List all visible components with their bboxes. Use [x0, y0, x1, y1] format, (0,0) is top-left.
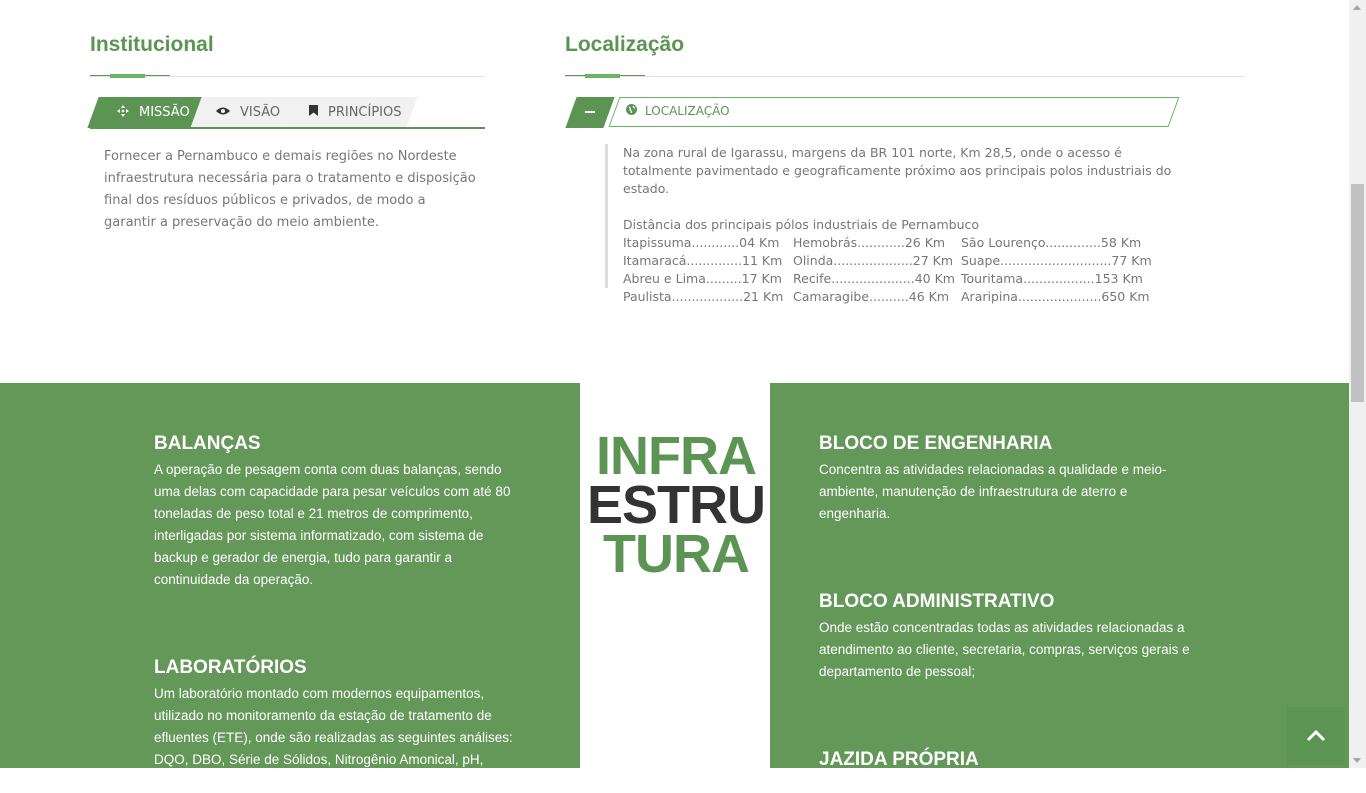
- crosshair-icon: [117, 105, 129, 121]
- block-title: BLOCO DE ENGENHARIA: [819, 433, 1053, 454]
- distance-item: Itamaracá..............11 Km: [623, 253, 783, 268]
- accordion-toggle-button[interactable]: [571, 97, 609, 128]
- heading-line: TURA: [603, 524, 749, 584]
- title-divider-accent: [585, 74, 620, 78]
- bookmark-icon: [309, 105, 318, 120]
- block-text: Concentra as atividades relacionadas a qualidade e meio-ambiente, manutenção de infraestrutura de aterro e engenharia.: [819, 462, 1167, 521]
- distance-item: Touritama..................153 Km: [961, 271, 1143, 286]
- block-title: JAZIDA PRÓPRIA: [819, 749, 979, 770]
- block-administrativo: [819, 591, 1199, 683]
- distance-item: Araripina.....................650 Km: [961, 289, 1150, 304]
- block-text: A operação de pesagem conta com duas balanças, sendo uma delas com capacidade para pesar veículos com até 80 toneladas de peso total e 21 metros de comprimento, interligadas por sistema informatizado, com sistema de backup e gerador de energia, tudo para garantir a continuidade da operação.: [154, 462, 511, 587]
- distance-item: Recife.....................40 Km: [793, 271, 955, 286]
- heading-line: INFRA: [596, 426, 756, 486]
- heading-line: ESTRU: [586, 475, 765, 535]
- scroll-down-arrow-icon[interactable]: [1353, 758, 1361, 763]
- distance-item: São Lourenço..............58 Km: [961, 235, 1142, 250]
- title-divider: [90, 76, 485, 77]
- distances-title: Distância dos principais pólos industriais de Pernambuco: [623, 217, 980, 232]
- chevron-up-icon: [1306, 728, 1326, 742]
- distance-item: Hemobrás............26 Km: [793, 235, 946, 250]
- title-divider-accent: [110, 74, 145, 78]
- title-divider: [565, 76, 1245, 77]
- distance-item: Suape............................77 Km: [961, 253, 1152, 268]
- distance-item: Itapissuma............04 Km: [623, 235, 780, 250]
- accordion-header-localizacao[interactable]: [614, 97, 1174, 127]
- tab-visao[interactable]: [196, 97, 292, 128]
- scrollbar-thumb[interactable]: [1351, 184, 1364, 402]
- institucional-title: Institucional: [90, 33, 214, 56]
- tab-label: PRINCÍPIOS: [328, 105, 402, 120]
- eye-icon: [216, 105, 230, 120]
- distance-item: Camaragibe..........46 Km: [793, 289, 950, 304]
- localizacao-title: Localização: [565, 33, 685, 56]
- back-to-top-button[interactable]: [1287, 707, 1345, 765]
- block-balancas: [154, 433, 524, 591]
- block-title: LABORATÓRIOS: [154, 657, 307, 678]
- block-jazida: [819, 749, 1199, 775]
- block-text: Um laboratório montado com modernos equipamentos, utilizado no monitoramento da estação de tratamento de efluentes (ETE), onde são realizadas as seguintes análises: DQO, DBO, Série de Sólidos, Nitrogênio Amonical, pH, Metais,: [154, 686, 513, 789]
- localizacao-panel: [605, 144, 1185, 304]
- block-text: Onde estão concentradas todas as atividades relacionadas a atendimento ao cliente, secretaria, compras, serviços gerais e departamento de pessoal;: [819, 620, 1190, 679]
- infraestrutura-heading: [582, 426, 770, 584]
- tab-principios[interactable]: [289, 97, 415, 128]
- block-title: BLOCO ADMINISTRATIVO: [819, 591, 1055, 612]
- distance-item: Abreu e Lima.........17 Km: [623, 271, 782, 286]
- localizacao-intro: Na zona rural de Igarassu, margens da BR 101 norte, Km 28,5, onde o acesso é totalmente pavimentado e geograficamente próximo aos principais polos industriais do estado.: [623, 145, 1172, 196]
- globe-icon: [626, 104, 637, 118]
- tab-label: VISÃO: [240, 105, 281, 120]
- minus-icon: [585, 111, 595, 113]
- distance-item: Olinda....................27 Km: [793, 253, 954, 268]
- tab-underline: [90, 127, 485, 129]
- scroll-up-arrow-icon[interactable]: [1353, 5, 1361, 10]
- block-laboratorios: [154, 657, 529, 793]
- distances-table: [623, 234, 1185, 306]
- tab-label: MISSÃO: [139, 105, 190, 120]
- block-title: BALANÇAS: [154, 433, 261, 454]
- tab-missao[interactable]: [93, 97, 199, 128]
- accordion-label: LOCALIZAÇÃO: [645, 104, 730, 118]
- distance-item: Paulista..................21 Km: [623, 289, 784, 304]
- mission-text: Fornecer a Pernambuco e demais regiões no Nordeste infraestrutura necessária para o tratamento e disposição final dos resíduos públicos e privados, de modo a garantir a preservação do meio ambiente.: [104, 149, 476, 230]
- block-engenharia: [819, 433, 1189, 525]
